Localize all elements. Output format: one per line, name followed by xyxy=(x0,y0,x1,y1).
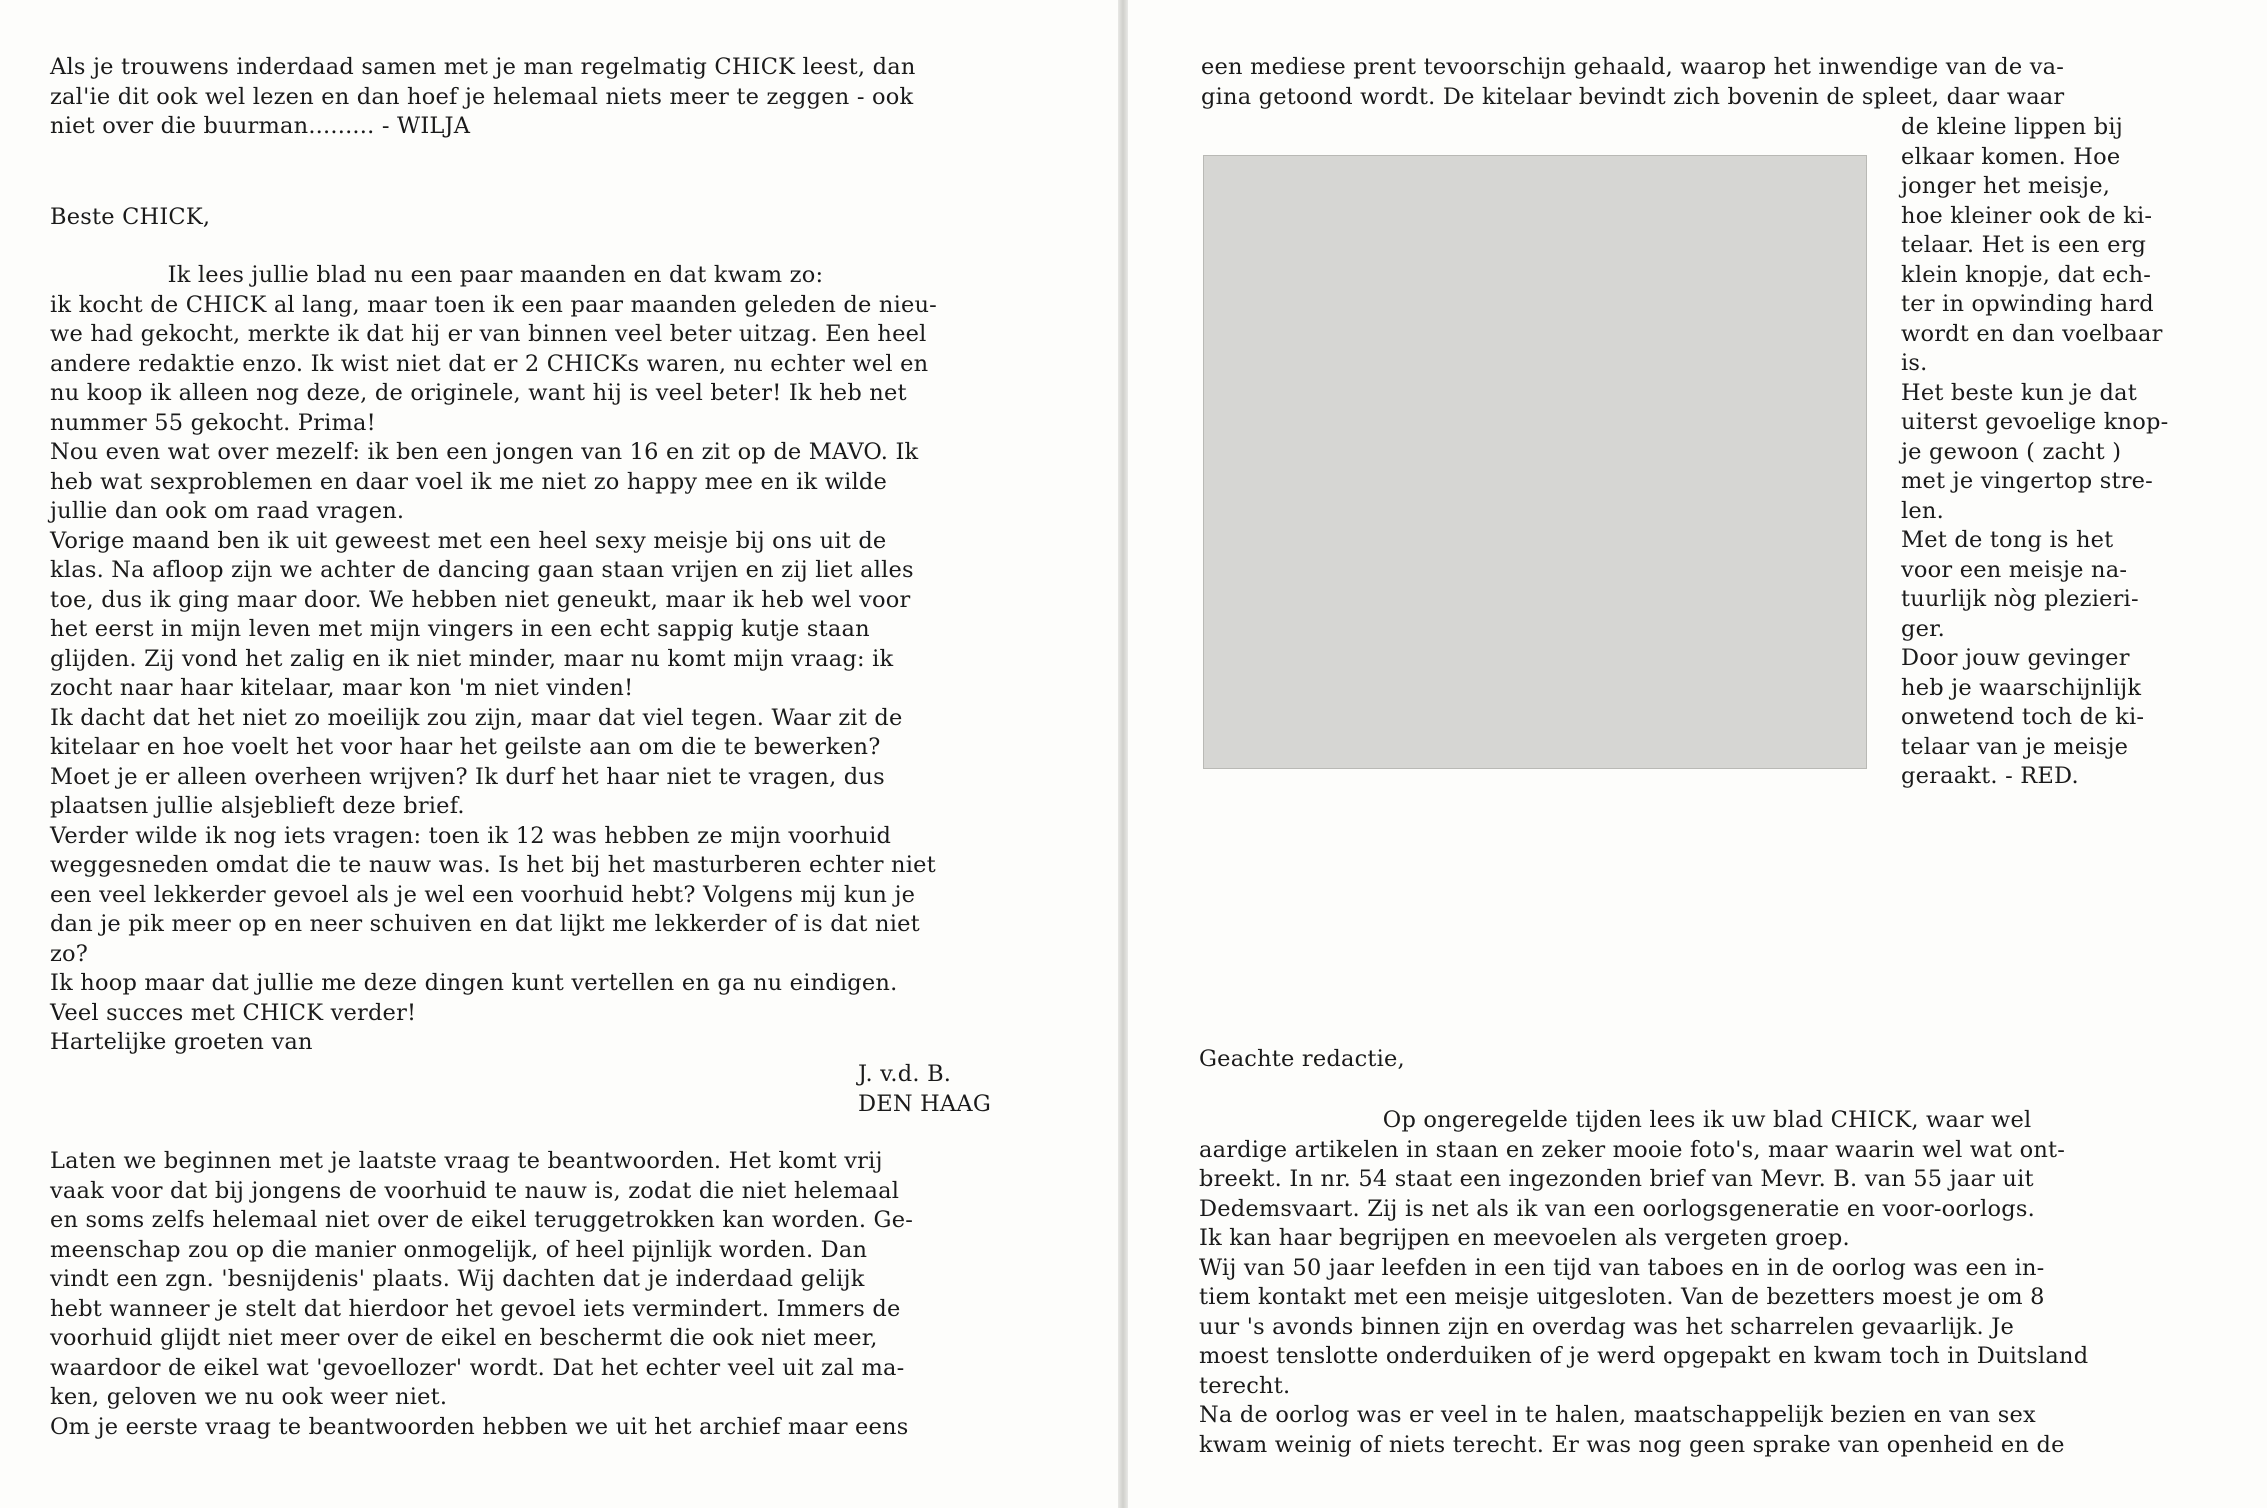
text-line: Met de tong is het xyxy=(1901,527,2114,553)
text-line: J. v.d. B. xyxy=(858,1061,952,1087)
text-line: dan je pik meer op en neer schuiven en dat lijkt me lekkerder of is dat niet xyxy=(50,911,920,937)
text-line: Door jouw gevinger xyxy=(1901,645,2130,671)
text-line: Dedemsvaart. Zij is net als ik van een oorlogsgeneratie en voor-oorlogs. xyxy=(1199,1195,2035,1222)
text-line: klas. Na afloop zijn we achter de dancing gaan staan vrijen en zij liet alles xyxy=(50,557,914,583)
text-line: moest tenslotte onderduiken of je werd opgepakt en kwam toch in Duitsland xyxy=(1199,1343,2089,1369)
salutation-left: Beste CHICK, xyxy=(50,204,211,230)
answer-continued xyxy=(1201,53,2064,112)
text-line: nu koop ik alleen nog deze, de originele, want hij is veel beter! Ik heb net xyxy=(50,380,907,406)
text-line: Ik hoop maar dat jullie me deze dingen kunt vertellen en ga nu eindigen. xyxy=(50,970,898,996)
text-line: Als je trouwens inderdaad samen met je man regelmatig CHICK leest, dan xyxy=(50,54,916,80)
text-line: meenschap zou op die manier onmogelijk, of heel pijnlijk worden. Dan xyxy=(50,1236,868,1263)
text-line: kwam weinig of niets terecht. Er was nog geen sprake van openheid en de xyxy=(1199,1431,2065,1458)
text-line: Ik dacht dat het niet zo moeilijk zou zijn, maar dat viel tegen. Waar zit de xyxy=(50,704,903,731)
text-line: jonger het meisje, xyxy=(1901,173,2111,199)
text-line: het eerst in mijn leven met mijn vingers in een echt sappig kutje staan xyxy=(50,616,870,642)
text-line: Om je eerste vraag te beantwoorden hebben we uit het archief maar eens xyxy=(50,1413,909,1440)
text-line: DEN HAAG xyxy=(858,1090,991,1117)
text-line: onwetend toch de ki- xyxy=(1901,704,2145,730)
text-line: ter in opwinding hard xyxy=(1901,291,2154,317)
text-line: voorhuid glijdt niet meer over de eikel en beschermt die ook niet meer, xyxy=(50,1325,878,1351)
answer-side-column xyxy=(1901,113,2168,792)
reader-letter xyxy=(50,261,937,1058)
text-line: een veel lekkerder gevoel als je wel een voorhuid hebt? Volgens mij kun je xyxy=(50,881,916,908)
letter-signature xyxy=(858,1060,991,1119)
text-line: zo? xyxy=(50,940,89,967)
text-line: heb wat sexproblemen en daar voel ik me niet zo happy mee en ik wilde xyxy=(50,468,888,495)
text-line: Moet je er alleen overheen wrijven? Ik durf het haar niet te vragen, dus xyxy=(50,763,885,790)
text-line: breekt. In nr. 54 staat een ingezonden brief van Mevr. B. van 55 jaar uit xyxy=(1199,1166,2034,1192)
text-line: andere redaktie enzo. Ik wist niet dat er 2 CHICKs waren, nu echter wel en xyxy=(50,350,929,377)
text-line: waardoor de eikel wat 'gevoellozer' wordt. Dat het echter veel uit zal ma- xyxy=(50,1354,905,1381)
text-line: Ik lees jullie blad nu een paar maanden en dat kwam zo: xyxy=(50,262,824,288)
text-line: Vorige maand ben ik uit geweest met een heel sexy meisje bij ons uit de xyxy=(50,527,887,554)
text-line: len. xyxy=(1901,497,1944,524)
text-line: zal'ie dit ook wel lezen en dan hoef je helemaal niets meer te zeggen - ook xyxy=(50,83,914,110)
text-line: ger. xyxy=(1901,615,1945,642)
text-line: telaar. Het is een erg xyxy=(1901,232,2147,258)
text-line: Laten we beginnen met je laatste vraag te beantwoorden. Het komt vrij xyxy=(50,1148,883,1174)
text-line: glijden. Zij vond het zalig en ik niet minder, maar nu komt mijn vraag: ik xyxy=(50,645,894,672)
text-line: ken, geloven we nu ook weer niet. xyxy=(50,1384,448,1410)
text-line: Ik kan haar begrijpen en meevoelen als vergeten groep. xyxy=(1199,1225,1850,1251)
text-line: vindt een zgn. 'besnijdenis' plaats. Wij dachten dat je inderdaad gelijk xyxy=(50,1266,865,1292)
text-line: Na de oorlog was er veel in te halen, maatschappelijk bezien en van sex xyxy=(1199,1402,2036,1428)
editor-answer xyxy=(50,1147,913,1442)
text-line: hebt wanneer je stelt dat hierdoor het gevoel iets vermindert. Immers de xyxy=(50,1295,901,1322)
text-line: zocht naar haar kitelaar, maar kon 'm niet vinden! xyxy=(50,675,634,701)
text-line: met je vingertop stre- xyxy=(1901,468,2153,494)
text-line: wordt en dan voelbaar xyxy=(1901,320,2163,347)
text-line: Wij van 50 jaar leefden in een tijd van taboes en in de oorlog was een in- xyxy=(1199,1254,2045,1281)
text-line: klein knopje, dat ech- xyxy=(1901,261,2152,288)
text-line: ik kocht de CHICK al lang, maar toen ik een paar maanden geleden de nieu- xyxy=(50,291,937,318)
text-line: Veel succes met CHICK verder! xyxy=(50,999,417,1026)
text-line: is. xyxy=(1901,350,1928,376)
text-line: telaar van je meisje xyxy=(1901,733,2129,760)
text-line: we had gekocht, merkte ik dat hij er van binnen veel beter uitzag. Een heel xyxy=(50,321,927,347)
text-line: Verder wilde ik nog iets vragen: toen ik 12 was hebben ze mijn voorhuid xyxy=(50,822,892,849)
text-line: geraakt. - RED. xyxy=(1901,763,2079,789)
text-line: tuurlijk nòg plezieri- xyxy=(1901,586,2139,612)
text-line: uur 's avonds binnen zijn en overdag was het scharrelen gevaarlijk. Je xyxy=(1199,1313,2014,1340)
text-line: heb je waarschijnlijk xyxy=(1901,674,2142,701)
text-line: je gewoon ( zacht ) xyxy=(1901,438,2122,465)
text-line: voor een meisje na- xyxy=(1901,556,2128,583)
text-line: gina getoond wordt. De kitelaar bevindt zich bovenin de spleet, daar waar xyxy=(1201,83,2065,110)
text-line: kitelaar en hoe voelt het voor haar het geilste aan om die te bewerken? xyxy=(50,734,881,760)
text-line: en soms zelfs helemaal niet over de eikel teruggetrokken kan worden. Ge- xyxy=(50,1207,914,1233)
text-line: jullie dan ook om raad vragen. xyxy=(50,498,405,524)
text-line: terecht. xyxy=(1199,1372,1291,1399)
text-line: elkaar komen. Hoe xyxy=(1901,143,2121,170)
text-line: aardige artikelen in staan en zeker mooie foto's, maar waarin wel wat ont- xyxy=(1199,1136,2066,1163)
text-line: uiterst gevoelige knop- xyxy=(1901,409,2169,435)
text-line: vaak voor dat bij jongens de voorhuid te nauw is, zodat die niet helemaal xyxy=(50,1177,900,1204)
text-line: toe, dus ik ging maar door. We hebben niet geneukt, maar ik heb wel voor xyxy=(50,586,911,613)
salutation-right: Geachte redactie, xyxy=(1199,1046,1405,1072)
text-line: Op ongeregelde tijden lees ik uw blad CHICK, waar wel xyxy=(1199,1107,2032,1133)
right-page xyxy=(1128,0,2267,1508)
text-line: nummer 55 gekocht. Prima! xyxy=(50,409,376,436)
left-page xyxy=(0,0,1118,1508)
text-line: tiem kontakt met een meisje uitgesloten. Van de bezetters moest je om 8 xyxy=(1199,1284,2045,1310)
text-line: hoe kleiner ook de ki- xyxy=(1901,202,2153,229)
text-line: de kleine lippen bij xyxy=(1901,114,2123,140)
intro-paragraph xyxy=(50,53,916,142)
page-gutter xyxy=(1118,0,1128,1508)
text-line: plaatsen jullie alsjeblieft deze brief. xyxy=(50,793,465,819)
text-line: niet over die buurman......... - WILJA xyxy=(50,113,471,139)
text-line: weggesneden omdat die te nauw was. Is het bij het masturberen echter niet xyxy=(50,852,936,878)
text-line: Nou even wat over mezelf: ik ben een jongen van 16 en zit op de MAVO. Ik xyxy=(50,439,919,465)
photo-placeholder xyxy=(1203,155,1867,769)
text-line: Het beste kun je dat xyxy=(1901,379,2137,406)
text-line: een mediese prent tevoorschijn gehaald, waarop het inwendige van de va- xyxy=(1201,54,2065,80)
text-line: Hartelijke groeten van xyxy=(50,1029,313,1055)
second-letter xyxy=(1199,1106,2088,1460)
